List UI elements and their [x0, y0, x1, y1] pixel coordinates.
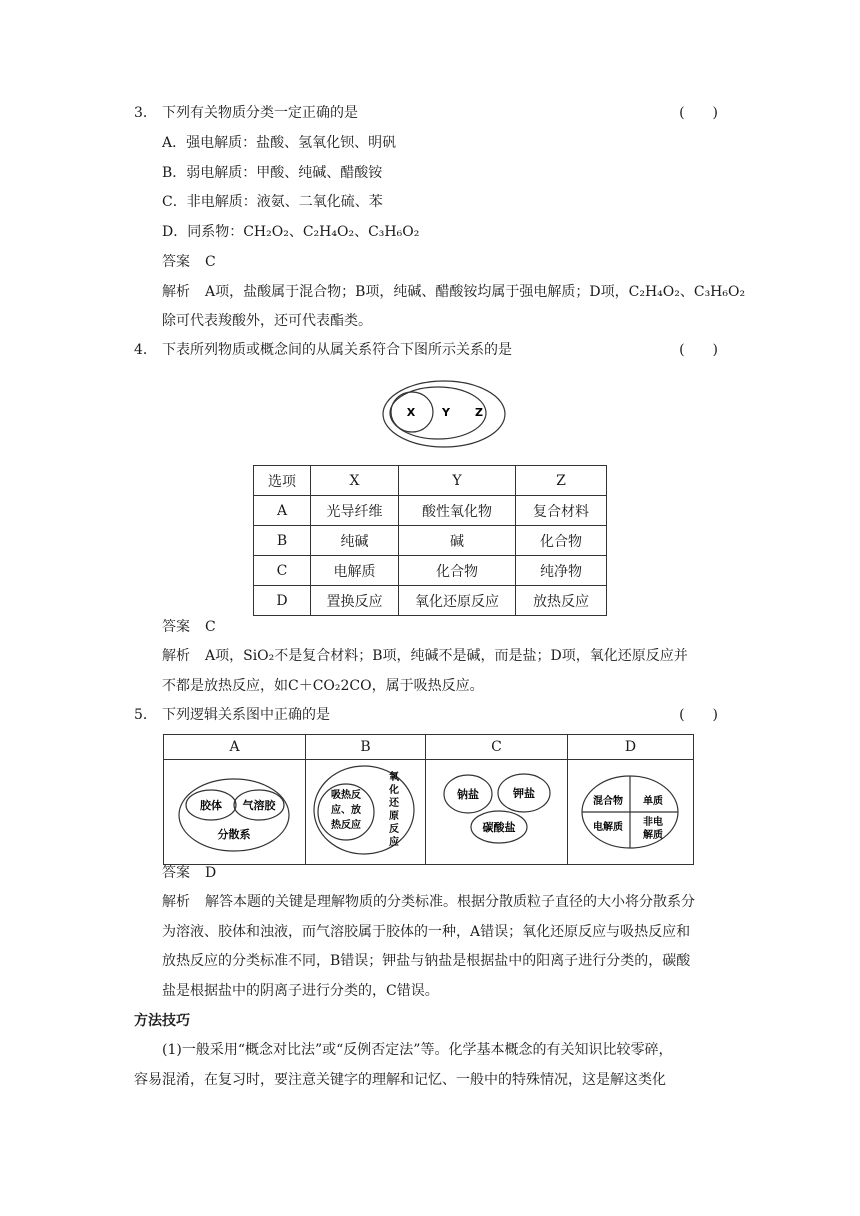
- table-cell: 电解质: [311, 556, 399, 586]
- table-cell: 放热反应: [516, 586, 607, 616]
- label-dispersion: 分散系: [217, 828, 251, 841]
- diagram-label-y: Y: [442, 406, 450, 419]
- q5-paren: ( ): [679, 707, 718, 723]
- option-a-diagram: [164, 760, 305, 860]
- option-header-c: C: [426, 735, 568, 760]
- label-sodium-salt: 钠盐: [457, 788, 479, 801]
- option-b-diagram: [306, 760, 425, 860]
- q5-analysis-line-1: 解答本题的关键是理解物质的分类标准。根据分散质粒子直径的大小将分散系分: [205, 894, 695, 910]
- q3-number: 3．: [134, 105, 157, 121]
- q3-analysis-label: 解析: [162, 284, 190, 300]
- table-header-cell: 选项: [254, 466, 311, 496]
- table-header-row: [164, 735, 694, 760]
- table-cell: 化合物: [399, 556, 516, 586]
- table-cell: 光导纤维: [311, 496, 399, 526]
- q3-option-b: B．弱电解质：甲酸、纯碱、醋酸铵: [162, 165, 383, 181]
- table-row: [254, 496, 607, 526]
- q4-analysis-line-1: A项，SiO₂不是复合材料；B项，纯碱不是碱，而是盐；D项，氧化还原反应并: [205, 648, 688, 664]
- label-heat-line-2: 应、放: [331, 805, 361, 816]
- label-redox-char: 还: [389, 798, 399, 809]
- table-cell: 复合材料: [516, 496, 607, 526]
- table-row: [254, 556, 607, 586]
- q3-answer: C: [205, 254, 216, 270]
- label-redox-char: 氧: [389, 772, 399, 783]
- label-redox-char: 反: [389, 824, 399, 835]
- table-cell: C: [254, 556, 311, 586]
- table-cell: 酸性氧化物: [399, 496, 516, 526]
- label-element: 单质: [643, 796, 663, 807]
- table-header-cell: Z: [516, 466, 607, 496]
- diagram-label-x: X: [406, 406, 416, 419]
- table-cell: 置换反应: [311, 586, 399, 616]
- q5-analysis-label: 解析: [162, 894, 190, 910]
- option-d-diagram: [568, 760, 693, 860]
- q5-analysis-line-4: 盐是根据盐中的阴离子进行分类的，C错误。: [162, 983, 439, 999]
- table-row: [254, 586, 607, 616]
- q3-stem: 下列有关物质分类一定正确的是: [162, 105, 358, 121]
- q3-analysis-line-1: A项，盐酸属于混合物；B项，纯碱、醋酸铵均属于强电解质；D项，C₂H₄O₂、C₃H₆O₂: [205, 284, 746, 300]
- q4-stem: 下表所列物质或概念间的从属关系符合下图所示关系的是: [162, 342, 512, 358]
- ellipse-redox: [314, 766, 414, 854]
- q5-stem: 下列逻辑关系图中正确的是: [162, 707, 330, 723]
- q3-option-d: D．同系物：CH₂O₂、C₂H₄O₂、C₃H₆O₂: [162, 224, 420, 240]
- q5-answer-label: 答案: [162, 865, 190, 881]
- q3-answer-label: 答案: [162, 254, 190, 270]
- q5-number: 5．: [134, 707, 157, 723]
- label-redox-char: 应: [389, 837, 399, 848]
- label-heat-line-1: 吸热反: [331, 790, 361, 801]
- label-mixture: 混合物: [593, 796, 623, 807]
- option-diagram-b-cell: [306, 760, 426, 865]
- label-redox-char: 化: [389, 785, 399, 796]
- q4-answer: C: [205, 619, 216, 635]
- label-heat-line-3: 热反应: [331, 820, 361, 831]
- option-header-b: B: [306, 735, 426, 760]
- q5-answer: D: [205, 865, 217, 881]
- label-potassium-salt: 钾盐: [513, 787, 535, 800]
- method-heading: 方法技巧: [134, 1013, 190, 1029]
- table-header-row: [254, 466, 607, 496]
- option-diagram-c-cell: [426, 760, 568, 865]
- option-diagram-d-cell: [568, 760, 694, 865]
- q4-analysis-line-2: 不都是放热反应，如C＋CO₂2CO，属于吸热反应。: [162, 678, 484, 694]
- table-cell: 碱: [399, 526, 516, 556]
- method-line-2: 容易混淆，在复习时，要注意关键字的理解和记忆、一般中的特殊情况，这是解这类化: [134, 1072, 666, 1088]
- option-diagram-a-cell: [164, 760, 306, 865]
- label-nonelectrolyte-line-2: 解质: [643, 830, 663, 841]
- label-nonelectrolyte-line-1: 非电: [643, 817, 663, 828]
- q4-answer-label: 答案: [162, 619, 190, 635]
- table-header-cell: Y: [399, 466, 516, 496]
- option-header-a: A: [164, 735, 306, 760]
- q3-option-a: A．强电解质：盐酸、氢氧化钡、明矾: [162, 135, 397, 151]
- table-cell: 氧化还原反应: [399, 586, 516, 616]
- table-cell: 纯净物: [516, 556, 607, 586]
- method-line-1: (1)一般采用“概念对比法”或“反例否定法”等。化学基本概念的有关知识比较零碎，: [162, 1042, 673, 1058]
- q3-option-c: C．非电解质：液氨、二氧化硫、苯: [162, 194, 383, 210]
- q4-analysis-label: 解析: [162, 648, 190, 664]
- table-row: [164, 760, 694, 865]
- table-cell: B: [254, 526, 311, 556]
- q4-paren: ( ): [679, 342, 718, 358]
- table-row: [254, 526, 607, 556]
- label-colloid: 胶体: [200, 799, 222, 812]
- label-electrolyte: 电解质: [593, 822, 623, 833]
- q4-number: 4．: [134, 342, 157, 358]
- q4-nested-ellipses-diagram: [380, 378, 510, 450]
- option-header-d: D: [568, 735, 694, 760]
- q5-analysis-line-2: 为溶液、胶体和浊液，而气溶胶属于胶体的一种，A错误；氧化还原反应与吸热反应和: [162, 924, 691, 940]
- table-cell: D: [254, 586, 311, 616]
- diagram-label-z: Z: [475, 406, 483, 419]
- table-cell: 纯碱: [311, 526, 399, 556]
- q4-classification-table: [253, 465, 607, 616]
- q5-options-table: [163, 734, 694, 865]
- label-aerosol: 气溶胶: [242, 799, 276, 812]
- q3-paren: ( ): [679, 105, 718, 121]
- label-redox-char: 原: [389, 811, 399, 822]
- label-carbonate: 碳酸盐: [482, 821, 516, 834]
- table-header-cell: X: [311, 466, 399, 496]
- option-c-diagram: [426, 760, 567, 860]
- table-cell: 化合物: [516, 526, 607, 556]
- q3-analysis-line-2: 除可代表羧酸外，还可代表酯类。: [162, 313, 372, 329]
- table-cell: A: [254, 496, 311, 526]
- q5-analysis-line-3: 放热反应的分类标准不同，B错误；钾盐与钠盐是根据盐中的阳离子进行分类的，碳酸: [162, 953, 691, 969]
